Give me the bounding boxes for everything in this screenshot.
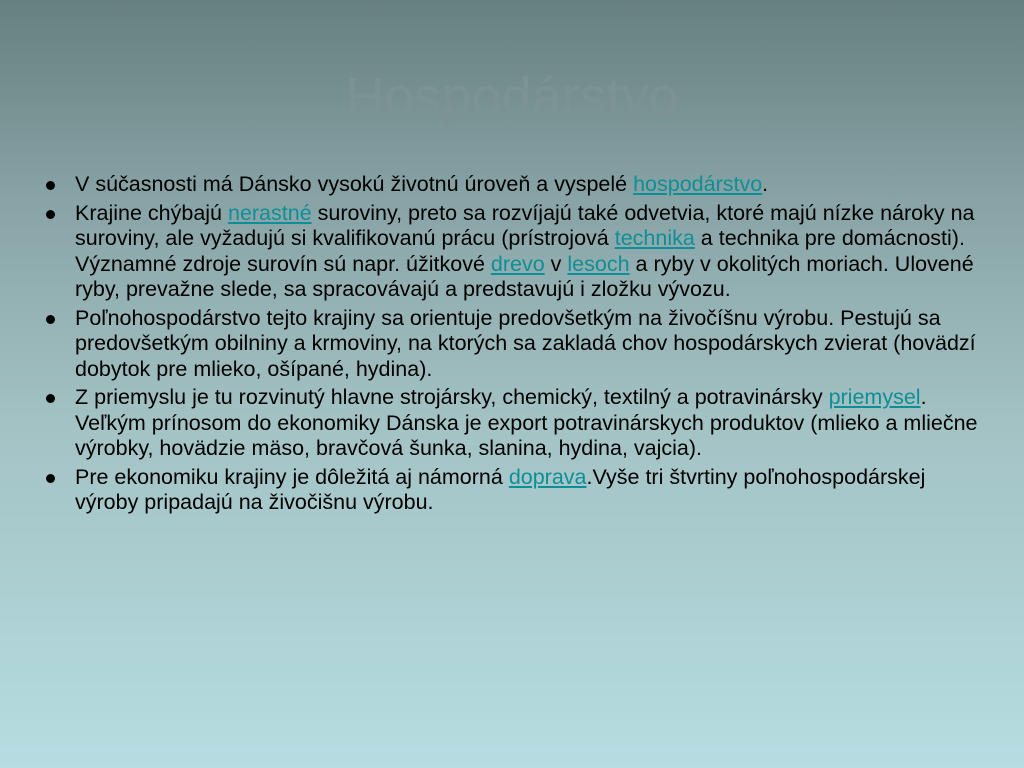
bullet-text: Krajine chýbajú [75,200,228,225]
hyperlink[interactable]: lesoch [567,251,630,276]
bullet-text: Pre ekonomiku krajiny je dôležitá aj námorná [75,464,509,489]
bullet-dot-icon [46,181,55,190]
bullet-text: suroviny, preto sa rozvíjajú také odvetvia, ktoré majú nízke nároky na suroviny, ale vyžadujú si kvalifikovanú prácu (prístrojová [75,200,975,250]
bullet-dot-icon [46,315,55,324]
bullet-dot-icon [46,474,55,483]
bullet-text: a technika pre domácnosti). Významné zdroje surovín sú napr. úžitkové [75,226,965,276]
hyperlink[interactable]: priemysel [828,385,921,409]
hyperlink[interactable]: drevo [490,251,545,276]
bullet-text: . [762,172,769,196]
hyperlink[interactable]: nerastné [227,200,312,225]
bullet-text: .Vyše tri štvrtiny poľnohospodárskej výroby pripadajú na živočišnu výrobu. [75,464,926,514]
bullet-text: v [544,251,568,276]
bullet-text: a ryby v okolitých moriach. Ulovené ryby, prevažne slede, sa spracovávajú a predstavujú i zložku vývozu. [75,251,974,301]
bullet-dot-icon [46,394,55,403]
bullet-list [44,172,984,519]
bullet-text: Poľnohospodárstvo tejto krajiny sa orientuje predovšetkým na živočíšnu výrobu. Pestujú sa predovšetkým obilniny a krmoviny, na ktorých sa zakladá chov hospodárskych zvierat (hovädzí dobytok pre mlieko, ošípané, hydina). [75,305,976,381]
hyperlink[interactable]: hospodárstvo [633,172,763,196]
bullet-item [44,306,984,383]
hyperlink[interactable]: doprava [508,464,587,489]
bullet-item [44,172,984,198]
hyperlink[interactable]: technika [614,226,695,250]
slide-title: Hospodárstvo [345,67,679,127]
bullet-text: Z priemyslu je tu rozvinutý hlavne strojársky, chemický, textilný a potravinársky [75,385,829,409]
bullet-text: . Veľkým prínosom do ekonomiky Dánska je export potravinárskych produktov (mlieko a mliečne výrobky, hovädzie mäso, bravčová šunka, slanina, hydina, vajcia). [75,385,978,460]
bullet-text: V súčasnosti má Dánsko vysokú životnú úroveň a vyspelé [75,172,634,196]
bullet-dot-icon [46,210,55,219]
bullet-item [44,385,984,462]
bullet-item [44,465,984,516]
bullet-item [44,201,984,303]
